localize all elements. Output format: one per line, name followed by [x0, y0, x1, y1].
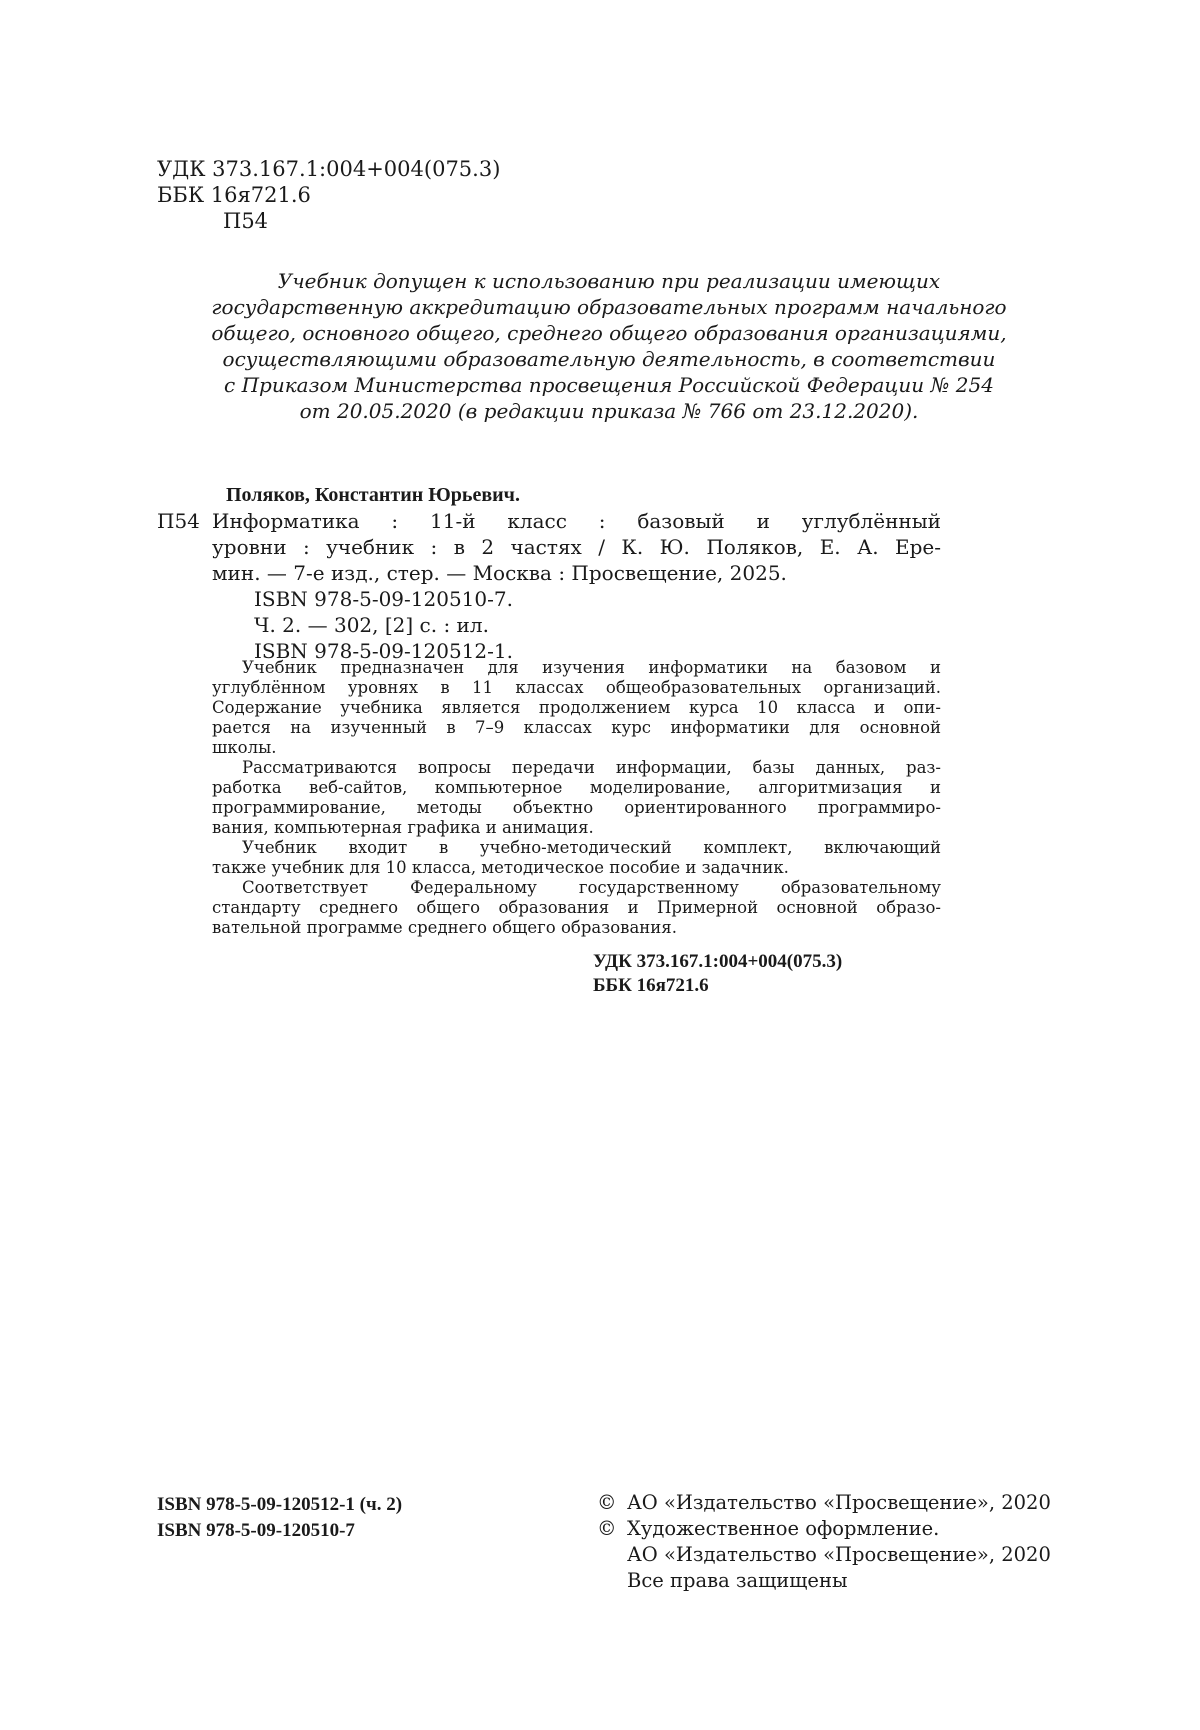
- annotation-line: Соответствует Федеральному государственному образовательному: [242, 878, 941, 897]
- annotation-line: вательной программе среднего общего образования.: [212, 918, 677, 937]
- annotation-line: углублённом уровнях в 11 классах общеобразовательных организаций.: [212, 678, 941, 697]
- annotation-line: Учебник предназначен для изучения информатики на базовом и: [242, 658, 941, 677]
- approval-line: с Приказом Министерства просвещения Российской Федерации № 254: [224, 373, 994, 397]
- classification-block: [157, 156, 500, 234]
- annotation-line: рается на изученный в 7–9 классах курс информатики для основной: [212, 718, 941, 737]
- copyright-icon: ©: [597, 1491, 617, 1514]
- annotation-line: вания, компьютерная графика и анимация.: [212, 818, 594, 837]
- annotation-line: также учебник для 10 класса, методическое пособие и задачник.: [212, 858, 789, 877]
- approval-line: от 20.05.2020 (в редакции приказа № 766 от 23.12.2020).: [299, 399, 919, 423]
- record-code: П54: [157, 509, 200, 533]
- copyright-line: АО «Издательство «Просвещение», 2020: [627, 1543, 1051, 1566]
- isbn-line: ISBN 978-5-09-120510-7: [157, 1520, 355, 1541]
- isbn-line: ISBN 978-5-09-120512-1 (ч. 2): [157, 1494, 403, 1515]
- isbn-part: ISBN 978-5-09-120512-1.: [254, 639, 513, 663]
- record-author: Поляков, Константин Юрьевич.: [226, 484, 520, 506]
- bbk-code: ББК 16я721.6: [157, 183, 311, 207]
- annotation-paragraph: [212, 878, 941, 938]
- annotation-line: программирование, методы объектно ориентированного программиро-: [212, 798, 941, 817]
- title-line: Информатика : 11-й класс : базовый и углублённый: [212, 509, 941, 533]
- annotation-paragraph: [212, 758, 941, 838]
- annotation-line: стандарту среднего общего образования и Примерной основной образо-: [212, 898, 941, 917]
- annotation-paragraph: [212, 838, 941, 878]
- rights-reserved: Все права защищены: [627, 1569, 848, 1592]
- annotation-paragraph: [212, 658, 941, 758]
- copyright-line: Художественное оформление.: [627, 1517, 940, 1540]
- annotation-line: работка веб-сайтов, компьютерное моделирование, алгоритмизация и: [212, 778, 941, 797]
- part-info: Ч. 2. — 302, [2] с. : ил.: [254, 613, 489, 637]
- annotation: [212, 658, 941, 938]
- approval-note: [150, 268, 1068, 424]
- bbk-code-right: ББК 16я721.6: [593, 975, 709, 996]
- isbn-set: ISBN 978-5-09-120510-7.: [254, 587, 513, 611]
- approval-line: Учебник допущен к использованию при реализации имеющих: [277, 269, 941, 293]
- udk-code: УДК 373.167.1:004+004(075.3): [157, 157, 501, 181]
- annotation-line: школы.: [212, 738, 277, 757]
- annotation-line: Рассматриваются вопросы передачи информации, базы данных, раз-: [242, 758, 941, 777]
- udk-code-right: УДК 373.167.1:004+004(075.3): [593, 951, 843, 972]
- record-description: [212, 508, 941, 664]
- record-classification: [593, 950, 842, 998]
- annotation-line: Содержание учебника является продолжением курса 10 класса и опи-: [212, 698, 941, 717]
- title-line: мин. — 7-е изд., стер. — Москва : Просвещение, 2025.: [212, 561, 787, 585]
- copyright-line: АО «Издательство «Просвещение», 2020: [627, 1491, 1051, 1514]
- title-line: уровни : учебник : в 2 частях / К. Ю. Поляков, Е. А. Ере-: [212, 535, 941, 559]
- copyright-icon: ©: [597, 1517, 617, 1540]
- author-mark: П54: [223, 209, 269, 233]
- approval-line: государственную аккредитацию образовательных программ начального: [211, 295, 1007, 319]
- approval-line: общего, основного общего, среднего общего образования организациями,: [211, 321, 1007, 345]
- annotation-line: Учебник входит в учебно-методический комплект, включающий: [242, 838, 941, 857]
- copyright-block: [597, 1490, 1051, 1594]
- isbn-block: [157, 1492, 402, 1544]
- approval-line: осуществляющими образовательную деятельность, в соответствии: [222, 347, 996, 371]
